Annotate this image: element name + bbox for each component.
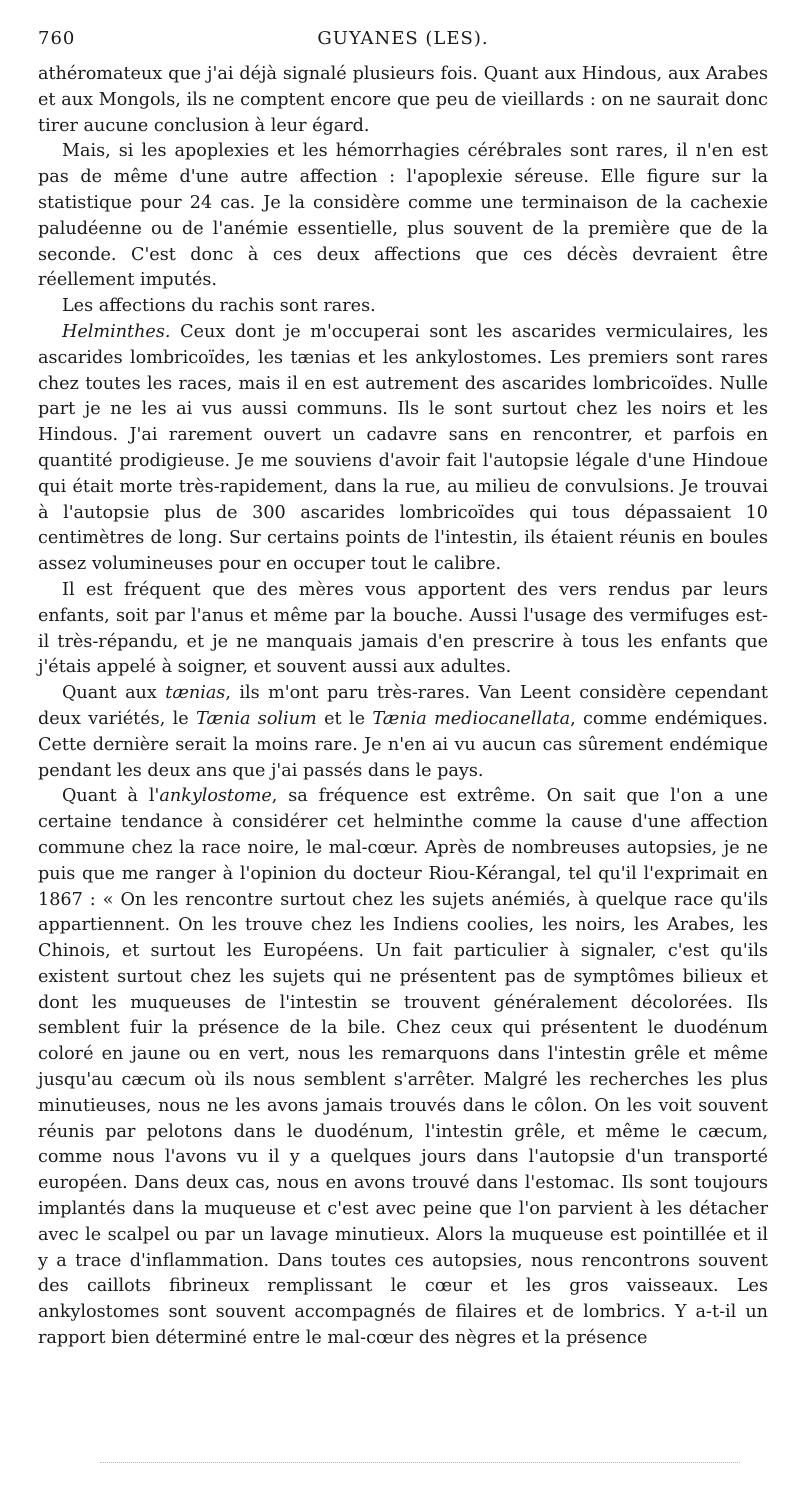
text-run: Mais, si les apoplexies et les hémorrhagies cérébrales sont rares, il n'en est pas de même d'une autre affection : l'apoplexie séreuse. Elle figure sur la statistique pour 24 cas. Je la considère comme une terminaison de la cachexie paludéenne ou de l'anémie essentielle, plus souvent de la première que de la seconde. C'est donc à ces deux affections que ces décès devraient être réellement imputés. <box>38 141 768 291</box>
text-run: , comme endémiques. Cette dernière serait la moins rare. Je n'en ai vu aucun cas sûrement endémique pendant les deux ans que j'ai passés dans le pays. <box>38 708 768 781</box>
page-bottom-marks <box>100 1462 740 1467</box>
text-run: Les affections du rachis sont rares. <box>62 296 376 317</box>
body-text <box>38 62 768 1352</box>
italic-text: Tænia solium <box>196 708 317 729</box>
running-head <box>38 28 768 62</box>
document-page <box>38 28 768 1352</box>
text-run: Quant à l' <box>62 786 160 807</box>
italic-text: Helminthes. <box>62 321 171 342</box>
paragraph <box>38 578 768 681</box>
paragraph <box>38 62 768 139</box>
paragraph <box>38 681 768 784</box>
paragraph <box>38 320 768 578</box>
italic-text: tænias <box>165 683 226 704</box>
italic-text: ankylostome <box>159 786 272 807</box>
italic-text: Tænia mediocanellata <box>372 708 571 729</box>
text-run: , ils m'ont paru très-rares. Van Leent considère cependant deux variétés, le <box>38 683 768 729</box>
page-number: 760 <box>38 28 76 49</box>
paragraph <box>38 139 768 294</box>
paragraph <box>38 294 768 320</box>
text-run: Ceux dont je m'occuperai sont les ascarides vermiculaires, les ascarides lombricoïdes, les tænias et les ankylostomes. Les premiers sont rares chez toutes les races, mais il en est autrement des ascarides lombricoïdes. Nulle part je ne les ai vus aussi communs. Ils le sont surtout chez les noirs et les Hindous. J'ai rarement ouvert un cadavre sans en rencontrer, et parfois en quantité prodigieuse. Je me souviens d'avoir fait l'autopsie légale d'une Hindoue qui était morte très-rapidement, dans la rue, au milieu de convulsions. Je trouvai à l'autopsie plus de 300 ascarides lombricoïdes qui tous dépassaient 10 centimètres de long. Sur certains points de l'intestin, ils étaient réunis en boules assez volumineuses pour en occuper tout le calibre. <box>38 321 768 575</box>
running-title: GUYANES (LES). <box>317 28 489 49</box>
text-run: et le <box>316 708 373 729</box>
text-run: Quant aux <box>62 683 166 704</box>
text-run: , sa fréquence est extrême. On sait que l'on a une certaine tendance à considérer cet helminthe comme la cause d'une affection commune chez la race noire, le mal-cœur. Après de nombreuses autopsies, je ne puis que me ranger à l'opinion du docteur Riou-Kérangal, tel qu'il l'exprimait en 1867 : « On les rencontre surtout chez les sujets anémiés, à quelque race qu'ils appartiennent. On les trouve chez les Indiens coolies, les noirs, les Arabes, les Chinois, et surtout les Européens. Un fait particulier à signaler, c'est qu'ils existent surtout chez les sujets qui ne présentent pas de symptômes bilieux et dont les muqueuses de l'intestin se trouvent généralement décolorées. Ils semblent fuir la présence de la bile. Chez ceux qui présentent le duodénum coloré en jaune ou en vert, nous les remarquons dans l'intestin grêle et même jusqu'au cæcum où ils nous semblent s'arrêter. Malgré les recherches les plus minutieuses, nous ne les avons jamais trouvés dans le côlon. On les voit souvent réunis par pelotons dans le duodénum, l'intestin grêle, et même le cæcum, comme nous l'avons vu il y a quelques jours dans l'autopsie d'un transporté européen. Dans deux cas, nous en avons trouvé dans l'estomac. Ils sont toujours implantés dans la muqueuse et c'est avec peine que l'on parvient à les détacher avec le scalpel ou par un lavage minutieux. Alors la muqueuse est pointillée et il y a trace d'inflammation. Dans toutes ces autopsies, nous rencontrons souvent des caillots fibrineux remplissant le cœur et les gros vaisseaux. Les ankylostomes sont souvent accompagnés de filaires et de lombrics. Y a-t-il un rapport bien déterminé entre le mal-cœur des nègres et la présence <box>38 786 768 1349</box>
text-run: Il est fréquent que des mères vous apportent des vers rendus par leurs enfants, soit par l'anus et même par la bouche. Aussi l'usage des vermifuges est-il très-répandu, et je ne manquais jamais d'en prescrire à tous les enfants que j'étais appelé à soigner, et souvent aussi aux adultes. <box>38 579 768 678</box>
paragraph <box>38 784 768 1352</box>
text-run: athéromateux que j'ai déjà signalé plusieurs fois. Quant aux Hindous, aux Arabes et aux Mongols, ils ne comptent encore que peu de vieillards : on ne saurait donc tirer aucune conclusion à leur égard. <box>38 64 768 136</box>
